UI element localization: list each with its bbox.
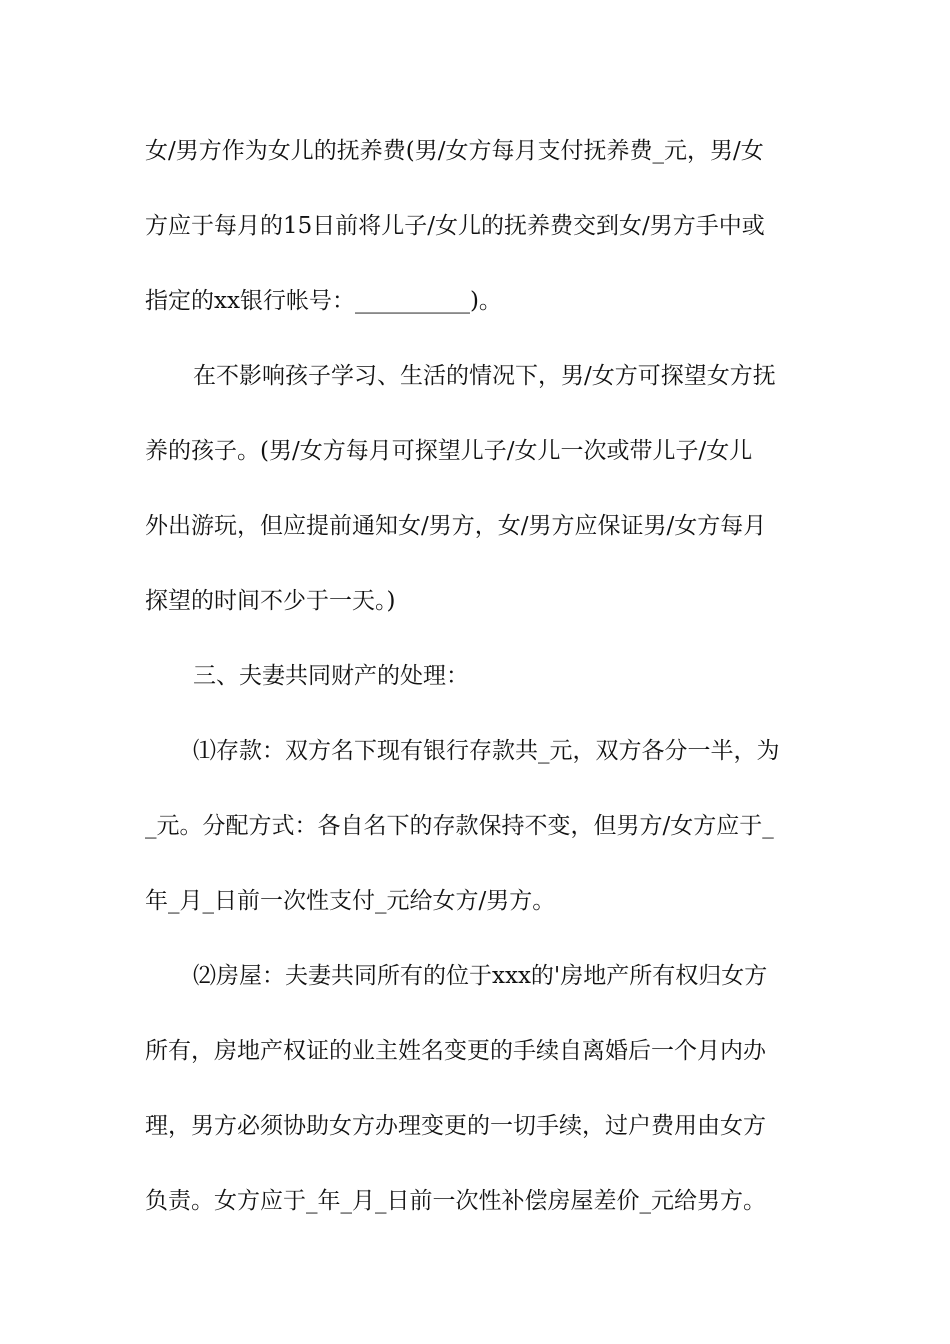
paragraph-line-3: 指定的xx银行帐号：__________)。 xyxy=(145,288,502,314)
paragraph-line-1: 女/男方作为女儿的抚养费(男/女方每月支付抚养费_元，男/女 xyxy=(145,138,764,164)
paragraph-line-7: 探望的时间不少于一天。) xyxy=(145,588,396,614)
paragraph-line-12: ⑵房屋：夫妻共同所有的位于xxx的'房地产所有权归女方 xyxy=(193,963,768,989)
paragraph-line-4: 在不影响孩子学习、生活的情况下，男/女方可探望女方抚 xyxy=(193,363,776,389)
paragraph-line-5: 养的孩子。(男/女方每月可探望儿子/女儿一次或带儿子/女儿 xyxy=(145,438,753,464)
paragraph-line-13: 所有，房地产权证的业主姓名变更的手续自离婚后一个月内办 xyxy=(145,1038,766,1064)
paragraph-line-2: 方应于每月的15日前将儿子/女儿的抚养费交到女/男方手中或 xyxy=(145,213,765,239)
paragraph-line-14: 理，男方必须协助女方办理变更的一切手续，过户费用由女方 xyxy=(145,1113,766,1139)
section-heading: 三、夫妻共同财产的处理： xyxy=(193,663,469,689)
paragraph-line-9: ⑴存款：双方名下现有银行存款共_元，双方各分一半，为 xyxy=(193,738,780,764)
paragraph-line-6: 外出游玩，但应提前通知女/男方，女/男方应保证男/女方每月 xyxy=(145,513,767,539)
paragraph-line-15: 负责。女方应于_年_月_日前一次性补偿房屋差价_元给男方。 xyxy=(145,1188,766,1214)
paragraph-line-11: 年_月_日前一次性支付_元给女方/男方。 xyxy=(145,888,556,914)
paragraph-line-10: _元。分配方式：各自名下的存款保持不变，但男方/女方应于_ xyxy=(145,813,774,839)
